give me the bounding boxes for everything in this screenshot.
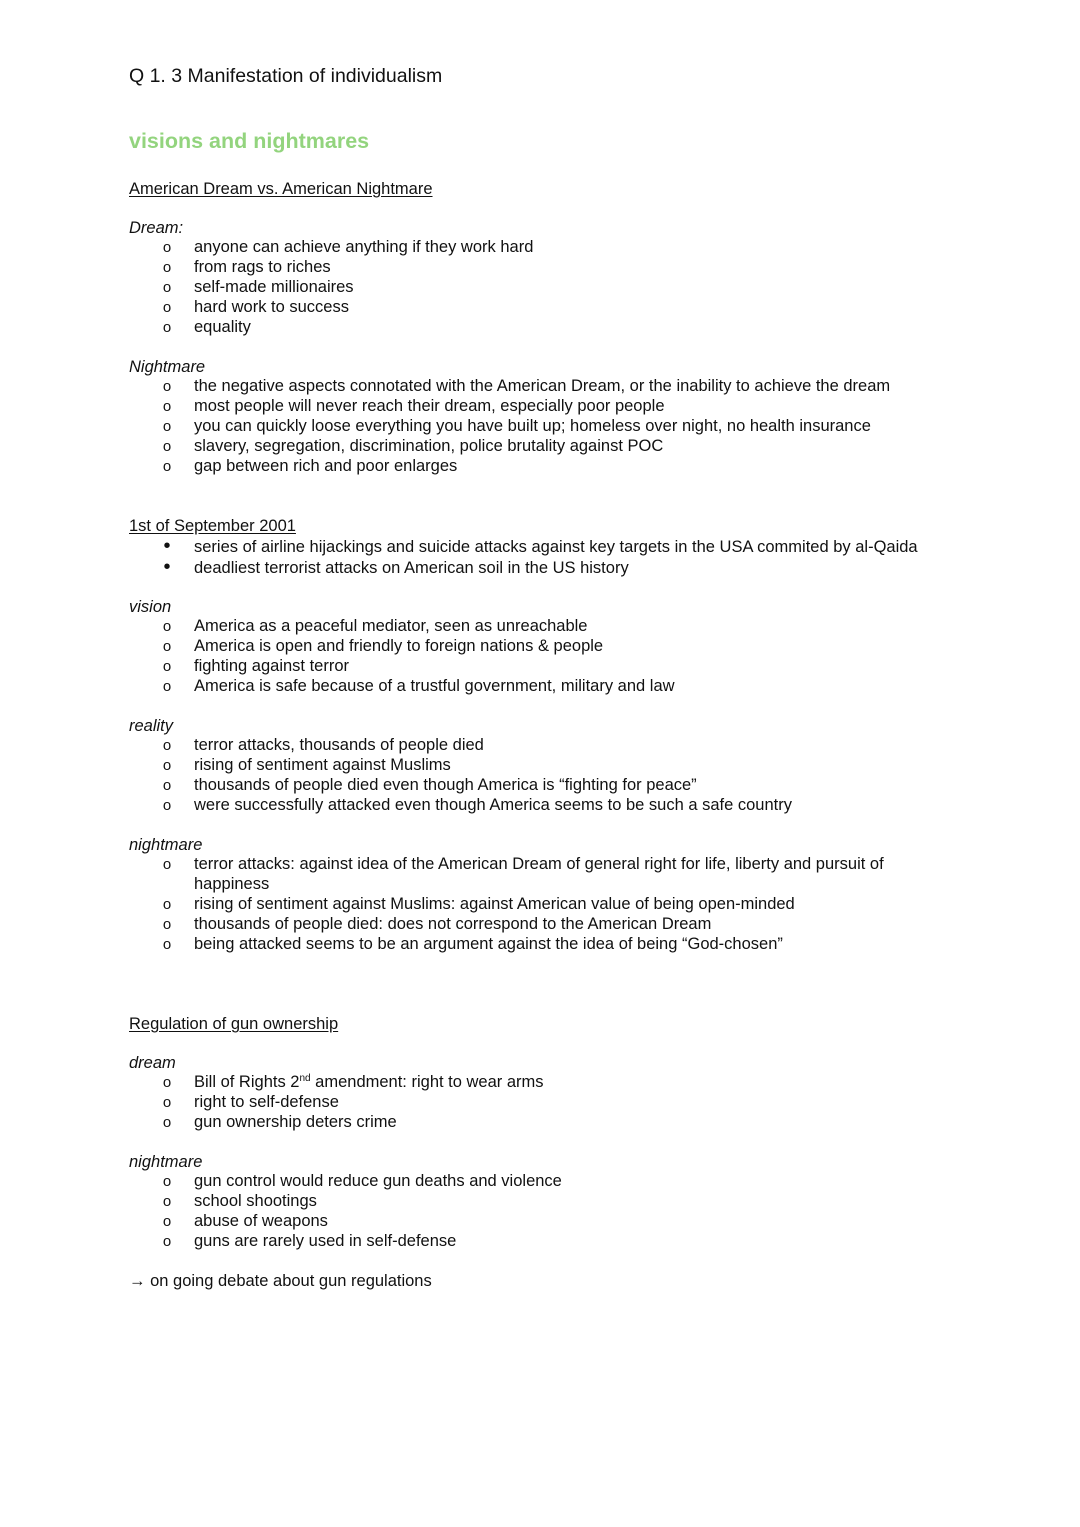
list-item: o gun ownership deters crime: [0, 1113, 1080, 1133]
list-item: o school shootings: [0, 1192, 1080, 1212]
list-item: o terror attacks: against idea of the American Dream of general right for life, liberty and pursuit of happiness: [0, 855, 1080, 895]
circle-bullet-icon: [161, 1093, 173, 1113]
list-item: • series of airline hijackings and suicide attacks against key targets in the USA commited by al-Qaida: [0, 537, 1080, 558]
gun-dream-list: [0, 1073, 1080, 1133]
circle-bullet-icon: [161, 677, 173, 697]
circle-bullet-icon: [161, 298, 173, 318]
circle-bullet-icon: [161, 258, 173, 278]
list-item: o equality: [0, 318, 1080, 338]
circle-bullet-icon: [161, 736, 173, 756]
circle-bullet-icon: [161, 895, 173, 915]
reality-list: [0, 736, 1080, 816]
vision-list: [0, 617, 1080, 697]
list-item: o thousands of people died even though America is “fighting for peace”: [0, 776, 1080, 796]
dream-list: [0, 238, 1080, 338]
list-item: o most people will never reach their dream, especially poor people: [0, 397, 1080, 417]
circle-bullet-icon: [161, 915, 173, 935]
circle-bullet-icon: [161, 855, 173, 875]
list-item: o gap between rich and poor enlarges: [0, 457, 1080, 477]
list-item: o from rags to riches: [0, 258, 1080, 278]
september-heading: 1st of September 2001: [129, 517, 296, 535]
list-item: o America as a peaceful mediator, seen as unreachable: [0, 617, 1080, 637]
list-item: o terror attacks, thousands of people died: [0, 736, 1080, 756]
dream-vs-nightmare-heading: American Dream vs. American Nightmare: [129, 180, 433, 198]
list-item: o being attacked seems to be an argument against the idea of being “God-chosen”: [0, 935, 1080, 955]
gun-conclusion: → on going debate about gun regulations: [129, 1272, 432, 1290]
september-nightmare-label: nightmare: [129, 836, 203, 854]
page-title: Q 1. 3 Manifestation of individualism: [129, 65, 443, 87]
list-item: o America is safe because of a trustful government, military and law: [0, 677, 1080, 697]
circle-bullet-icon: [161, 457, 173, 477]
circle-bullet-icon: [161, 1212, 173, 1232]
reality-label: reality: [129, 717, 174, 735]
circle-bullet-icon: [161, 1192, 173, 1212]
list-item: o thousands of people died: does not correspond to the American Dream: [0, 915, 1080, 935]
circle-bullet-icon: [161, 377, 173, 397]
dream-label: Dream:: [129, 219, 184, 237]
nightmare-label: Nightmare: [129, 358, 206, 376]
list-item: o self-made millionaires: [0, 278, 1080, 298]
list-item: o hard work to success: [0, 298, 1080, 318]
circle-bullet-icon: [161, 397, 173, 417]
list-item: o America is open and friendly to foreign nations & people: [0, 637, 1080, 657]
circle-bullet-icon: [161, 1232, 173, 1252]
dot-bullet-icon: [161, 537, 173, 558]
circle-bullet-icon: [161, 637, 173, 657]
circle-bullet-icon: [161, 796, 173, 816]
list-item: o the negative aspects connotated with the American Dream, or the inability to achieve the dream: [0, 377, 1080, 397]
list-item: o abuse of weapons: [0, 1212, 1080, 1232]
circle-bullet-icon: [161, 278, 173, 298]
nightmare-list: [0, 377, 1080, 477]
list-item: o gun control would reduce gun deaths and violence: [0, 1172, 1080, 1192]
september-facts-list: [0, 537, 1080, 579]
circle-bullet-icon: [161, 417, 173, 437]
list-item: o anyone can achieve anything if they work hard: [0, 238, 1080, 258]
circle-bullet-icon: [161, 935, 173, 955]
circle-bullet-icon: [161, 437, 173, 457]
circle-bullet-icon: [161, 238, 173, 258]
list-item: o you can quickly loose everything you have built up; homeless over night, no health insurance: [0, 417, 1080, 437]
september-nightmare-list: [0, 855, 1080, 955]
circle-bullet-icon: [161, 657, 173, 677]
circle-bullet-icon: [161, 1172, 173, 1192]
gun-nightmare-list: [0, 1172, 1080, 1252]
dot-bullet-icon: [161, 558, 173, 579]
list-item: o rising of sentiment against Muslims: [0, 756, 1080, 776]
circle-bullet-icon: [161, 1073, 173, 1093]
circle-bullet-icon: [161, 776, 173, 796]
gun-dream-label: dream: [129, 1054, 176, 1072]
list-item: • deadliest terrorist attacks on American soil in the US history: [0, 558, 1080, 579]
circle-bullet-icon: [161, 756, 173, 776]
gun-regulation-heading: Regulation of gun ownership: [129, 1015, 339, 1033]
list-item: o right to self-defense: [0, 1093, 1080, 1113]
gun-nightmare-label: nightmare: [129, 1153, 203, 1171]
right-arrow-icon: →: [129, 1272, 146, 1290]
list-item: o slavery, segregation, discrimination, police brutality against POC: [0, 437, 1080, 457]
list-item: o fighting against terror: [0, 657, 1080, 677]
section-heading: visions and nightmares: [129, 129, 370, 153]
vision-label: vision: [129, 598, 172, 616]
list-item: o Bill of Rights 2nd amendment: right to wear arms: [0, 1073, 1080, 1093]
circle-bullet-icon: [161, 617, 173, 637]
list-item: o rising of sentiment against Muslims: against American value of being open-minded: [0, 895, 1080, 915]
circle-bullet-icon: [161, 318, 173, 338]
list-item: o guns are rarely used in self-defense: [0, 1232, 1080, 1252]
circle-bullet-icon: [161, 1113, 173, 1133]
list-item: o were successfully attacked even though America seems to be such a safe country: [0, 796, 1080, 816]
